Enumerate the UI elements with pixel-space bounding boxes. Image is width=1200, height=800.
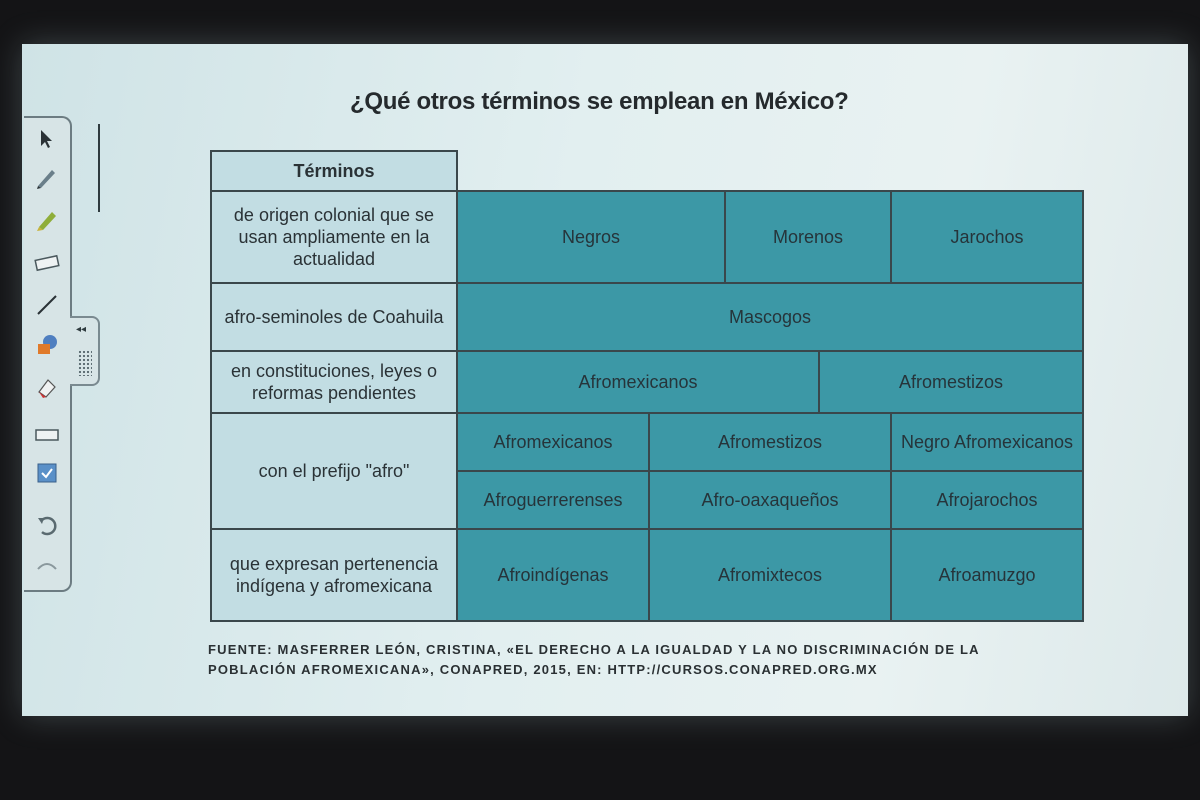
source-label: FUENTE:	[208, 642, 273, 657]
table-cell: Afroguerrerenses	[457, 471, 649, 529]
table-cell: Afro-oaxaqueños	[649, 471, 891, 529]
table-cell: Jarochos	[891, 191, 1083, 283]
table-cell: Afrojarochos	[891, 471, 1083, 529]
collapse-arrows-icon: ◂◂	[76, 324, 87, 335]
table-cell: Afromestizos	[649, 413, 891, 471]
row-label: en constituciones, leyes o reformas pendientes	[211, 351, 457, 413]
table-row	[211, 191, 1083, 283]
grip-icon	[78, 350, 92, 376]
source-citation	[208, 640, 1038, 680]
more-icon[interactable]	[32, 550, 62, 580]
row-label: afro-seminoles de Coahuila	[211, 283, 457, 351]
table-cell: Afroindígenas	[457, 529, 649, 621]
table-row	[211, 413, 1083, 471]
shapes-icon[interactable]	[32, 330, 62, 360]
whiteboard-toolbar	[24, 116, 72, 592]
table-row	[211, 529, 1083, 621]
line-icon[interactable]	[32, 290, 62, 320]
table-cell: Mascogos	[457, 283, 1083, 351]
table-cell: Negro Afromexicanos	[891, 413, 1083, 471]
toolbar-collapse-handle[interactable]	[70, 316, 100, 386]
table-cell: Afromixtecos	[649, 529, 891, 621]
table-cell: Afromexicanos	[457, 351, 819, 413]
table-cell: Afroamuzgo	[891, 529, 1083, 621]
row-label: de origen colonial que se usan ampliamente en la actualidad	[211, 191, 457, 283]
text-icon[interactable]	[32, 420, 62, 450]
row-label: que expresan pertenencia indígena y afromexicana	[211, 529, 457, 621]
table-row	[211, 283, 1083, 351]
table-cell: Afromestizos	[819, 351, 1083, 413]
table-row	[211, 351, 1083, 413]
table-cell: Negros	[457, 191, 725, 283]
table-cell: Morenos	[725, 191, 891, 283]
row-label: con el prefijo "afro"	[211, 413, 457, 529]
divider-line	[98, 124, 100, 212]
fill-icon[interactable]	[32, 372, 62, 402]
slide-title: ¿Qué otros términos se emplean en México?	[350, 88, 849, 115]
pen-icon[interactable]	[32, 162, 62, 192]
terms-table	[210, 150, 1084, 622]
table-cell: Afromexicanos	[457, 413, 649, 471]
checkbox-icon[interactable]	[32, 458, 62, 488]
table-header: Términos	[211, 151, 457, 191]
highlighter-icon[interactable]	[32, 204, 62, 234]
undo-icon[interactable]	[32, 510, 62, 540]
source-text: MASFERRER LEÓN, CRISTINA, «EL DERECHO A LA IGUALDAD Y LA NO DISCRIMINACIÓN DE LA POBLACIÓN AFROMEXICANA», CONAPRED, 2015, EN: HTTP://CURSOS.CONAPRED.ORG.MX	[208, 642, 980, 677]
eraser-icon[interactable]	[32, 248, 62, 278]
select-arrow-icon[interactable]	[32, 124, 62, 154]
